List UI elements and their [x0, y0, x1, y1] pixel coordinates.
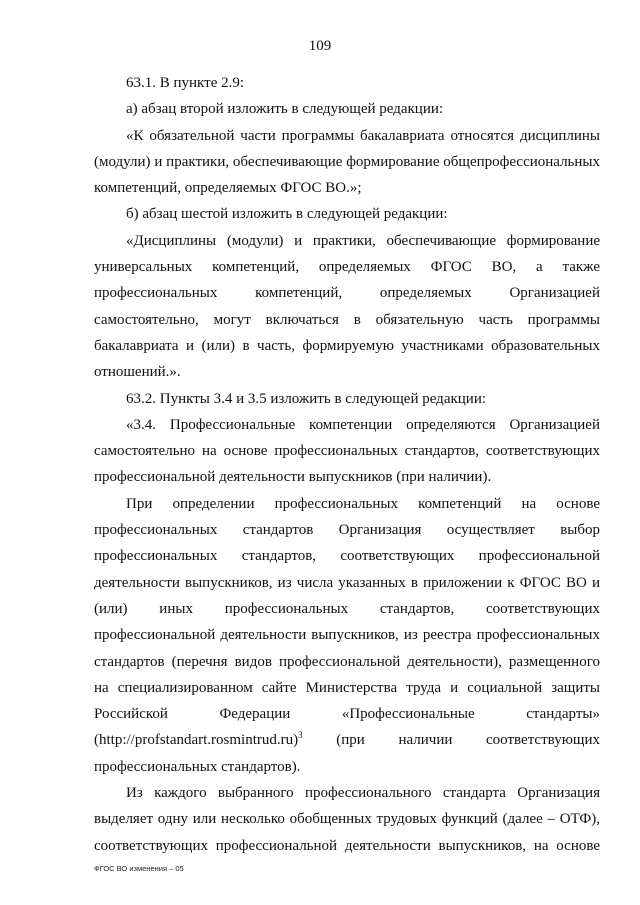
paragraph-63-1: 63.1. В пункте 2.9:: [126, 75, 245, 91]
paragraph-otf: Из каждого выбранного профессионального стандарта Организация выделяет одну или несколько обобщенных трудовых функций (далее – ОТФ), соответствующих профессиональной деятельности выпускников, на основе: [94, 785, 600, 854]
paragraph-3-4: «3.4. Профессиональные компетенции определяются Организацией самостоятельно на основе профессиональных стандартов, соответствующих профессиональной деятельности выпускников (при наличии).: [94, 416, 600, 486]
footnote-mark: 3: [298, 730, 303, 741]
paragraph-standards-text: При определении профессиональных компетенций на основе профессиональных стандартов Организация осуществляет выбор профессиональных стандартов, соответствующих профессиональной деятельности выпускников, из числа указанных в приложении к ФГОС ВО и (или) иных профессиональных стандартов, соответствующих профессиональной деятельности выпускников, из реестра профессиональных стандартов (перечня видов профессиональной деятельности), размещенного на специализированном сайте Министерства труда и социальной защиты Российской Федерации «Профессиональные стандарты» (http://profstandart.rosmintrud.ru): [94, 495, 600, 749]
paragraph-quote-2: «Дисциплины (модули) и практики, обеспечивающие формирование универсальных компетенций, определяемых ФГОС ВО, а также профессиональных компетенций, определяемых Организацией самостоятельно, могут включаться в обязательную часть программы бакалавриата и (или) в часть, формируемую участниками образовательных отношений.».: [94, 232, 600, 381]
paragraph-b: б) абзац шестой изложить в следующей редакции:: [126, 206, 448, 223]
paragraph-standards-text-after: (при наличии соответствующих профессиональных стандартов).: [94, 732, 600, 775]
paragraph-a: а) абзац второй изложить в следующей редакции:: [126, 101, 444, 118]
document-body: [94, 70, 600, 859]
paragraph-63-2: 63.2. Пункты 3.4 и 3.5 изложить в следующей редакции:: [126, 390, 487, 407]
paragraph-quote-1: «К обязательной части программы бакалавриата относятся дисциплины (модули) и практики, обеспечивающие формирование общепрофессиональных компетенций, определяемых ФГОС ВО.»;: [94, 127, 600, 197]
page-number: 109: [308, 38, 332, 54]
paragraph-standards-selection: [94, 491, 600, 780]
footer-label: ФГОС ВО изменения – 05: [94, 864, 184, 873]
